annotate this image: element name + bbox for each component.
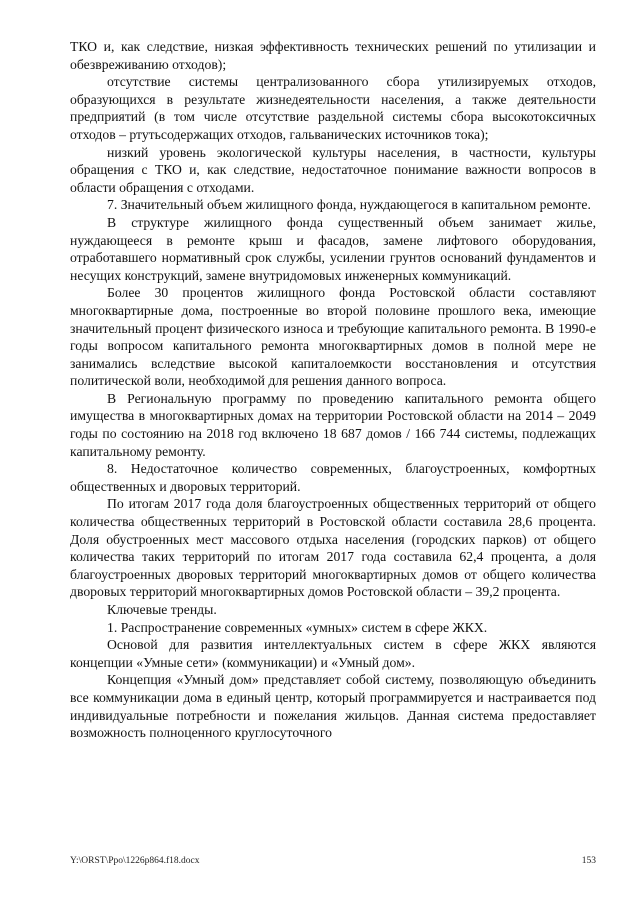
paragraph-7: В Региональную программу по проведению капитального ремонта общего имущества в многоквартирных домах на территории Ростовской области на 2014 – 2049 годы по состоянию на 2018 год включено 18 687 домов / 166 744 системы, подлежащих капитальному ремонту. bbox=[70, 390, 596, 459]
paragraph-4: 7. Значительный объем жилищного фонда, нуждающегося в капитальном ремонте. bbox=[107, 197, 591, 213]
footer-file-path: Y:\ORST\Ppo\1226p864.f18.docx bbox=[70, 856, 200, 866]
paragraph-12: Основой для развития интеллектуальных систем в сфере ЖКХ являются концепции «Умные сети» (коммуникации) и «Умный дом». bbox=[70, 637, 596, 670]
paragraph-1: ТКО и, как следствие, низкая эффективность технических решений по утилизации и обезвреживанию отходов); bbox=[70, 39, 596, 72]
paragraph-11: 1. Распространение современных «умных» систем в сфере ЖКХ. bbox=[107, 619, 488, 635]
paragraph-9: По итогам 2017 года доля благоустроенных общественных территорий от общего количества общественных территорий в Ростовской области составила 28,6 процента. Доля обустроенных мест массового отдыха населения (городских парков) от общего количества таких территорий по итогам 2017 года составила 62,4 процента, а доля благоустроенных дворовых территорий многоквартирных домов от общего количества дворовых территорий многоквартирных домов Ростовской области – 39,2 процента. bbox=[70, 496, 596, 600]
paragraph-6: Более 30 процентов жилищного фонда Ростовской области составляют многоквартирные дома, построенные во второй половине прошлого века, имеющие значительный процент физического износа и требующие капитального ремонта. В 1990-е годы вопросом капитального ремонта многоквартирных домов в полной мере не занимались вследствие высокой капиталоемкости восстановления и отсутствия политической воли, необходимой для решения данного вопроса. bbox=[70, 285, 596, 389]
paragraph-2: отсутствие системы централизованного сбора утилизируемых отходов, образующихся в результате жизнедеятельности населения, а также деятельности предприятий (в том числе отсутствие раздельной системы сбора высокотоксичных отходов – ртутьсодержащих отходов, гальванических источников тока); bbox=[70, 74, 596, 142]
paragraph-5: В структуре жилищного фонда существенный объем занимает жилье, нуждающееся в ремонте крыш и фасадов, замене лифтового оборудования, отработавшего нормативный срок службы, усилении грунтов оснований фундаментов и несущих конструкций, замене внутридомовых инженерных коммуникаций. bbox=[70, 214, 596, 283]
document-body bbox=[70, 38, 596, 742]
paragraph-13: Концепция «Умный дом» представляет собой систему, позволяющую объединить все коммуникации дома в единый центр, который программируется и настраивается под индивидуальные потребности и пожелания жильцов. Данная система предоставляет возможность полноценного круглосуточного bbox=[70, 672, 596, 741]
paragraph-3: низкий уровень экологической культуры населения, в частности, культуры обращения с ТКО и, как следствие, недостаточное понимание важности вопросов в области обращения с отходами. bbox=[70, 144, 596, 195]
paragraph-10: Ключевые тренды. bbox=[107, 602, 217, 617]
paragraph-8: 8. Недостаточное количество современных, благоустроенных, комфортных общественных и дворовых территорий. bbox=[70, 461, 596, 494]
page-number: 153 bbox=[581, 856, 596, 866]
